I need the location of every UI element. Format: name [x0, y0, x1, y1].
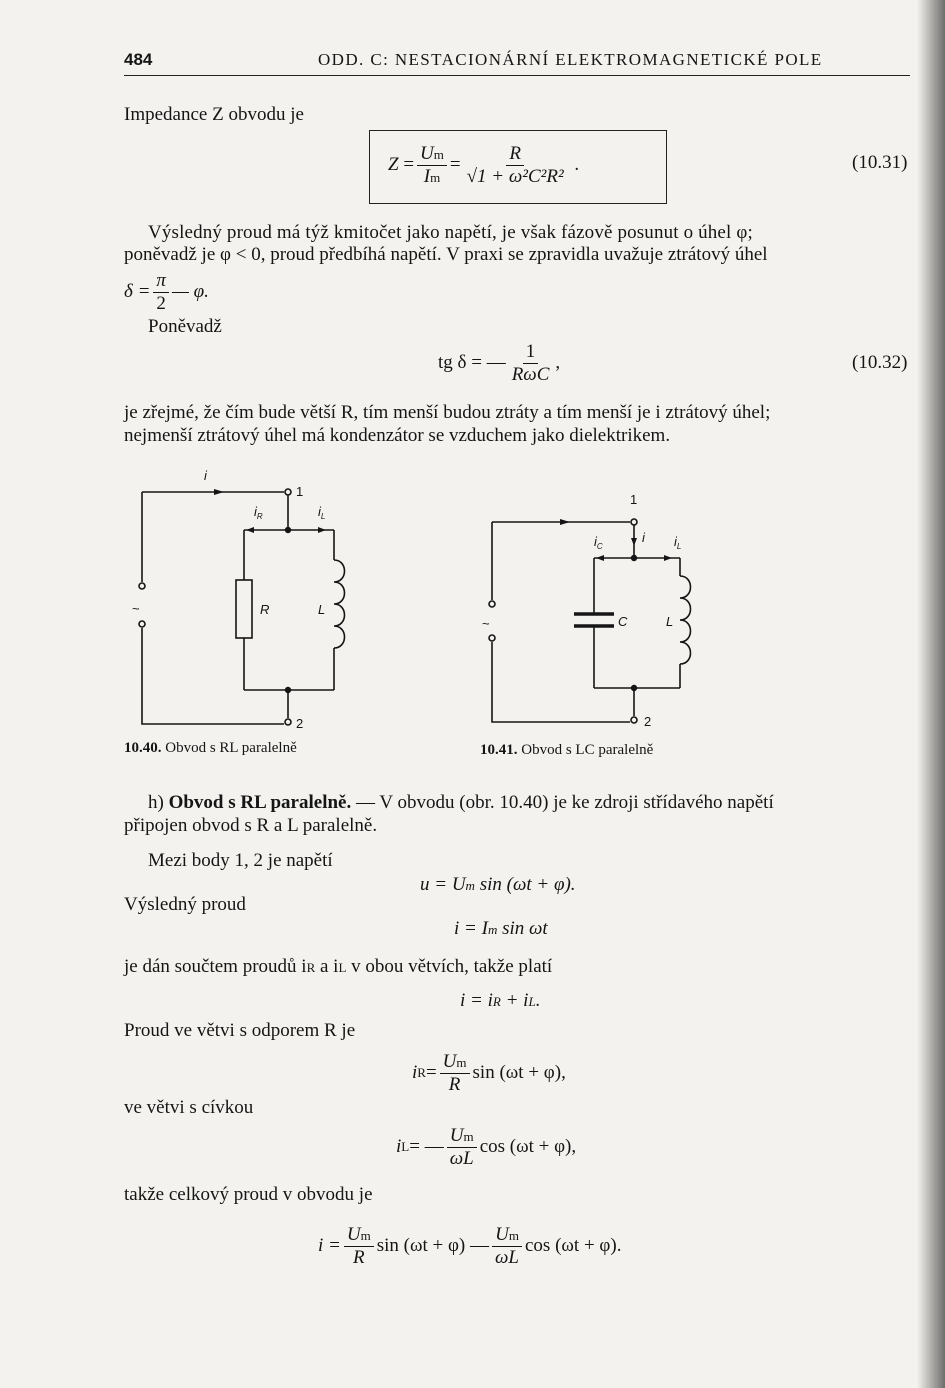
intro-line: Impedance Z obvodu je	[124, 104, 304, 125]
equation-i: i = Im sin ωt	[454, 918, 548, 939]
equation-tag-10-32: (10.32)	[852, 352, 908, 373]
source-symbol: ~	[132, 601, 140, 616]
para2-line2: nejmenší ztrátový úhel má kondenzátor se vzduchem jako dielektrikem.	[124, 425, 671, 446]
node-2	[285, 719, 291, 725]
caption-10-40: 10.40. Obvod s RL paralelně	[124, 740, 297, 756]
arrow-iR	[246, 527, 254, 533]
label-iC: $i_C$	[594, 534, 603, 551]
equation-iR: i R = $\frac{Um}{R}$ sin (ωt + φ),	[412, 1050, 566, 1095]
inductor-symbol	[334, 560, 345, 648]
equation-10-31: Z = $\frac{Um}{Im}$ = $\frac{R}{\text{√1 + ω²C²R²}}$ .	[388, 142, 580, 187]
junction-top	[285, 527, 291, 533]
label-node-1: 1	[296, 484, 304, 499]
junction-bottom	[631, 685, 637, 691]
header-rule	[124, 75, 910, 76]
node-2	[631, 717, 637, 723]
running-title: ODD. C: NESTACIONÁRNÍ ELEKTROMAGNETICKÉ POLE	[318, 50, 823, 69]
page-number: 484	[124, 50, 153, 69]
label-iL: $i_L$	[318, 504, 326, 521]
label-L: L	[318, 602, 326, 617]
node-1	[285, 489, 291, 495]
equation-10-32: tg δ = — $\frac{1}{\text{RωC}}$ ,	[438, 340, 561, 385]
label-i: i	[204, 468, 207, 483]
takze-line: takže celkový proud v obvodu je	[124, 1184, 373, 1205]
junction-top	[631, 555, 637, 561]
equation-u: u = Um sin (ωt + φ).	[420, 874, 576, 895]
resistor-symbol	[236, 580, 252, 638]
label-iL: $i_L$	[674, 534, 682, 551]
inductor-symbol	[680, 576, 691, 664]
vysledny-line: Výsledný proud	[124, 894, 246, 915]
figure-lc-parallel	[470, 490, 710, 736]
soucet-line: je dán součtem proudů iR a iL v obou větvích, takže platí	[124, 956, 553, 977]
arrow-i	[631, 538, 637, 546]
section-h-line2: připojen obvod s R a L paralelně.	[124, 815, 378, 836]
ve-vetvi-line: ve větvi s cívkou	[124, 1097, 254, 1118]
section-h-line1: h) Obvod s RL paralelně. — V obvodu (obr. 10.40) je ke zdroji střídavého napětí	[148, 792, 774, 813]
source-terminal-bottom	[489, 635, 495, 641]
arrow-iL	[664, 555, 672, 561]
node-1	[631, 519, 637, 525]
mezi-line: Mezi body 1, 2 je napětí	[148, 850, 333, 871]
source-terminal-bottom	[139, 621, 145, 627]
source-symbol: ~	[482, 616, 490, 631]
junction-bottom	[285, 687, 291, 693]
label-iR: $i_R$	[254, 504, 263, 521]
source-terminal-top	[139, 583, 145, 589]
label-node-2: 2	[644, 714, 652, 729]
para2-line1: je zřejmé, že čím bude větší R, tím menší budou ztráty a tím menší je i ztrátový úhel;	[124, 402, 771, 423]
page-edge-shadow	[917, 0, 945, 1388]
equation-sum: i = iR + iL.	[460, 990, 541, 1011]
equation-tag-10-31: (10.31)	[852, 152, 908, 173]
arrow-iC	[596, 555, 604, 561]
proud-vetvi-line: Proud ve větvi s odporem R je	[124, 1020, 356, 1041]
label-R: R	[260, 602, 270, 617]
equation-total: i = $\frac{Um}{R}$ sin (ωt + φ) — $\frac{Um}{\omega L}$ cos (ωt + φ).	[318, 1223, 622, 1268]
para1-line2: poněvadž je φ < 0, proud předbíhá napětí. V praxi se zpravidla uvažuje ztrátový úhel	[124, 244, 768, 265]
label-node-2: 2	[296, 716, 304, 731]
bottom-wire	[142, 628, 284, 724]
caption-10-41: 10.41. Obvod s LC paralelně	[480, 742, 654, 758]
label-C: C	[618, 614, 628, 629]
arrow-iL	[318, 527, 326, 533]
figure-rl-parallel	[118, 462, 378, 734]
arrow-i-top	[560, 519, 570, 525]
bottom-wire	[492, 642, 630, 722]
label-node-1: 1	[630, 492, 638, 507]
label-L: L	[666, 614, 674, 629]
equation-iL: i L = — $\frac{Um}{\omega L}$ cos (ωt + φ),	[396, 1124, 577, 1169]
para1-line1: Výsledný proud má týž kmitočet jako napětí, je však fázově posunut o úhel φ;	[148, 222, 753, 243]
arrow-i	[214, 489, 224, 495]
source-terminal-top	[489, 601, 495, 607]
ponevadz-line: Poněvadž	[148, 316, 222, 337]
delta-definition: δ = $\frac{\pi}{2}$ — φ.	[124, 269, 209, 314]
label-i: i	[642, 530, 645, 545]
